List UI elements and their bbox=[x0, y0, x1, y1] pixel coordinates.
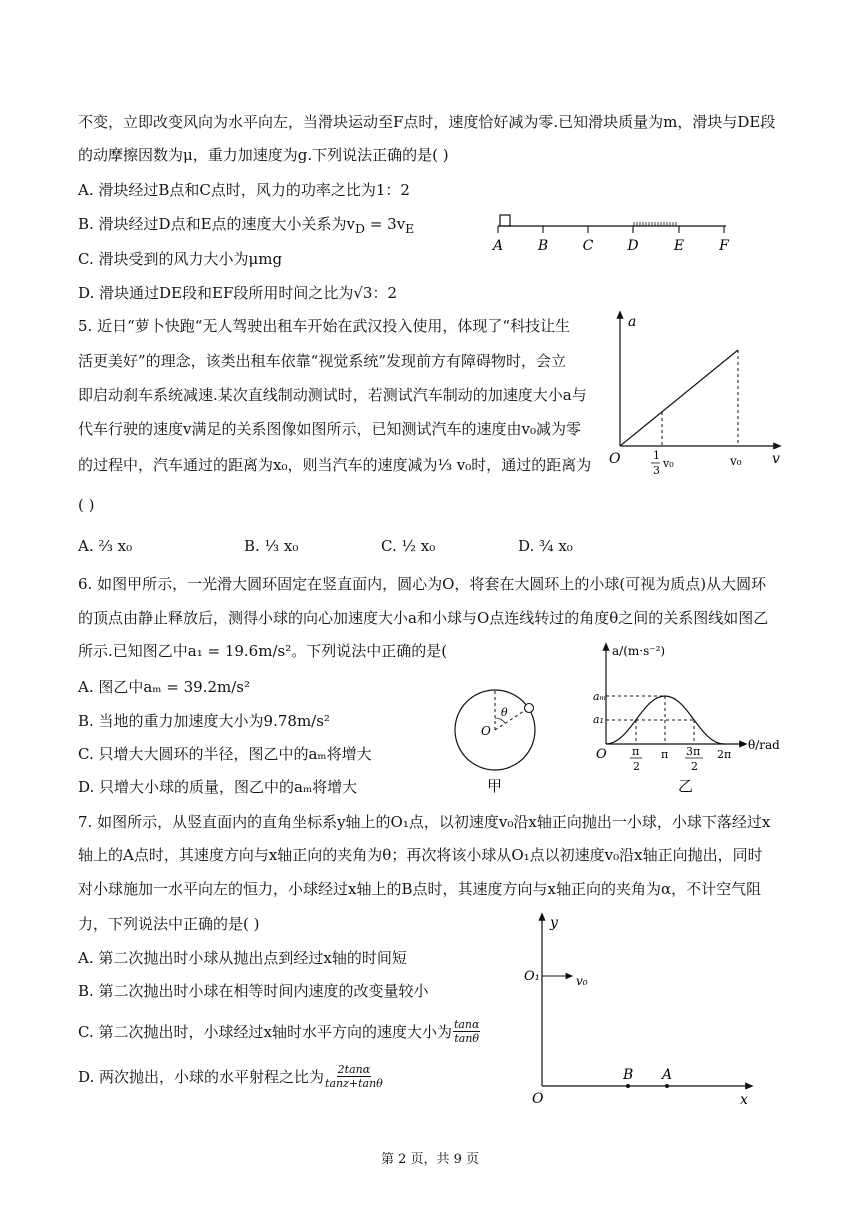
q7-option-c-text: C. 第二次抛出时，小球经过x轴时水平方向的速度大小为 bbox=[78, 1022, 452, 1041]
q7-option-c-num: tanα bbox=[453, 1018, 480, 1031]
q7-option-d-den: tanz+tanθ bbox=[325, 1077, 383, 1090]
q6-figure-yi bbox=[590, 640, 790, 796]
q7-line-3: 对小球施加一水平向左的恒力，小球经过x轴上的B点时，其速度方向与x轴正向的夹角为α，不计空气阻 bbox=[78, 880, 762, 898]
q5-option-c: C. ½ x₀ bbox=[381, 537, 436, 555]
q5-y-axis-label: a bbox=[628, 314, 637, 330]
q5-tick1-var: v₀ bbox=[663, 457, 674, 470]
q7-line-2: 轴上的A点时，其速度方向与x轴正向的夹角为θ；再次将该小球从O₁点以初速度v₀沿x轴正向抛出，同时 bbox=[78, 846, 763, 864]
q7-y-axis-label: y bbox=[550, 915, 558, 931]
track-label-c: C bbox=[582, 238, 594, 254]
intro-option-b bbox=[78, 214, 414, 239]
intro-option-d: D. 滑块通过DE段和EF段所用时间之比为√3：2 bbox=[78, 284, 398, 302]
q7-origin-label: O bbox=[532, 1091, 544, 1107]
q6-option-b: B. 当地的重力加速度大小为9.78m/s² bbox=[78, 712, 330, 730]
q6-yi-a1: a₁ bbox=[593, 713, 604, 726]
q5-tick1-num: 1 bbox=[653, 449, 660, 462]
q6-jia-center: O bbox=[481, 724, 491, 738]
q6-yi-caption: 乙 bbox=[678, 777, 694, 795]
intro-option-a: A. 滑块经过B点和C点时，风力的功率之比为1：2 bbox=[78, 181, 410, 199]
q5-line-3: 即启动刹车系统减速.某次直线制动测试时，若测试汽车制动的加速度大小a与 bbox=[78, 386, 587, 404]
track-label-d: D bbox=[627, 238, 639, 254]
q7-point-b: B bbox=[623, 1067, 634, 1083]
q6-yi-tick-3pi-half: 3π bbox=[686, 745, 701, 758]
intro-line-1: 不变，立即改变风向为水平向左，当滑块运动至F点时，速度恰好减为零.已知滑块质量为m，滑块与DE段 bbox=[78, 113, 776, 131]
q5-graph bbox=[604, 308, 788, 488]
q5-origin-label: O bbox=[609, 451, 621, 467]
q7-o1-label: O₁ bbox=[524, 969, 540, 984]
q5-x-axis-label: v bbox=[772, 451, 780, 467]
q6-jia-angle: θ bbox=[501, 706, 508, 719]
q6-line-3: 所示.已知图乙中a₁ = 19.6m/s²。下列说法中正确的是( bbox=[78, 642, 448, 660]
q5-line-1: 5. 近日“萝卜快跑“无人驾驶出租车开始在武汉投入使用，体现了“科技让生 bbox=[78, 317, 571, 335]
q7-option-c bbox=[78, 1018, 480, 1045]
q5-tick1-den: 3 bbox=[653, 464, 660, 477]
q6-yi-x-axis: θ/rad bbox=[748, 738, 780, 752]
page-footer: 第 2 页，共 9 页 bbox=[380, 1152, 480, 1167]
q5-tick2: v₀ bbox=[730, 454, 742, 468]
intro-option-c: C. 滑块受到的风力大小为μmg bbox=[78, 250, 283, 268]
q6-yi-origin: O bbox=[596, 747, 607, 762]
q6-option-a: A. 图乙中aₘ = 39.2m/s² bbox=[78, 678, 251, 696]
intro-option-b-text: B. 滑块经过D点和E点的速度大小关系为v bbox=[78, 215, 356, 233]
q6-figure-jia bbox=[450, 680, 550, 796]
q6-line-2: 的顶点由静止释放后，测得小球的向心加速度大小a和小球与O点连线转过的角度θ之间的关系图线如图乙 bbox=[78, 609, 769, 627]
q6-yi-tick-2pi: 2π bbox=[717, 748, 732, 761]
intro-option-b-sub1: D bbox=[355, 221, 366, 236]
q6-jia-caption: 甲 bbox=[487, 777, 503, 795]
intro-option-b-rhs: = 3v bbox=[365, 215, 406, 233]
q7-v0-label: v₀ bbox=[576, 974, 588, 988]
q7-option-d-fraction bbox=[325, 1063, 383, 1090]
q6-line-1: 6. 如图甲所示，一光滑大圆环固定在竖直面内，圆心为O，将套在大圆环上的小球(可视为质点)从大圆环 bbox=[78, 575, 767, 593]
q6-yi-y-axis: a/(m·s⁻²) bbox=[612, 644, 666, 658]
q5-option-b: B. ⅓ x₀ bbox=[244, 537, 299, 555]
q7-option-a: A. 第二次抛出时小球从抛出点到经过x轴的时间短 bbox=[78, 949, 407, 967]
q7-option-b: B. 第二次抛出时小球在相等时间内速度的改变量较小 bbox=[78, 982, 429, 1000]
q5-line-6: ( ) bbox=[78, 496, 95, 514]
q7-option-c-den: tanθ bbox=[454, 1032, 480, 1045]
q6-yi-tick-pi-half-den: 2 bbox=[633, 760, 640, 773]
q7-option-d bbox=[78, 1063, 383, 1090]
track-label-f: F bbox=[719, 238, 729, 254]
q6-option-d: D. 只增大小球的质量，图乙中的aₘ将增大 bbox=[78, 778, 358, 796]
track-label-e: E bbox=[673, 238, 685, 254]
q7-line-1: 7. 如图所示，从竖直面内的直角坐标系y轴上的O₁点，以初速度v₀沿x轴正向抛出一小球，小球下落经过x bbox=[78, 813, 771, 831]
q6-yi-tick-pi-half: π bbox=[632, 745, 640, 758]
q6-option-c: C. 只增大大圆环的半径，图乙中的aₘ将增大 bbox=[78, 745, 372, 763]
q6-yi-tick-3pi-half-den: 2 bbox=[691, 760, 698, 773]
intro-option-b-sub2: E bbox=[405, 221, 415, 236]
q7-option-d-text: D. 两次抛出，小球的水平射程之比为 bbox=[78, 1067, 325, 1086]
intro-line-2: 的动摩擦因数为μ，重力加速度为g.下列说法正确的是( ) bbox=[78, 146, 449, 164]
q5-option-a: A. ⅔ x₀ bbox=[78, 537, 133, 555]
q5-line-2: 活更美好”的理念，该类出租车依靠“视觉系统”发现前方有障碍物时，会立 bbox=[78, 352, 567, 370]
q7-graph bbox=[520, 910, 760, 1110]
q7-option-d-num: 2tanα bbox=[337, 1063, 371, 1076]
q7-point-a: A bbox=[662, 1067, 673, 1083]
q7-line-4: 力，下列说法中正确的是( ) bbox=[78, 915, 260, 933]
q7-x-axis-label: x bbox=[740, 1092, 748, 1108]
track-figure bbox=[488, 206, 738, 256]
q5-line-5: 的过程中，汽车通过的距离为x₀，则当汽车的速度减为⅓ v₀时，通过的距离为 bbox=[78, 456, 592, 474]
q6-yi-tick-pi: π bbox=[661, 748, 669, 761]
q7-option-c-fraction bbox=[453, 1018, 481, 1045]
track-label-a: A bbox=[492, 238, 504, 254]
track-label-b: B bbox=[537, 238, 549, 254]
q5-line-4: 代车行驶的速度v满足的关系图像如图所示，已知测试汽车的速度由v₀减为零 bbox=[78, 420, 581, 438]
q6-yi-am: aₘ bbox=[593, 690, 607, 703]
q5-option-d: D. ¾ x₀ bbox=[518, 537, 573, 555]
